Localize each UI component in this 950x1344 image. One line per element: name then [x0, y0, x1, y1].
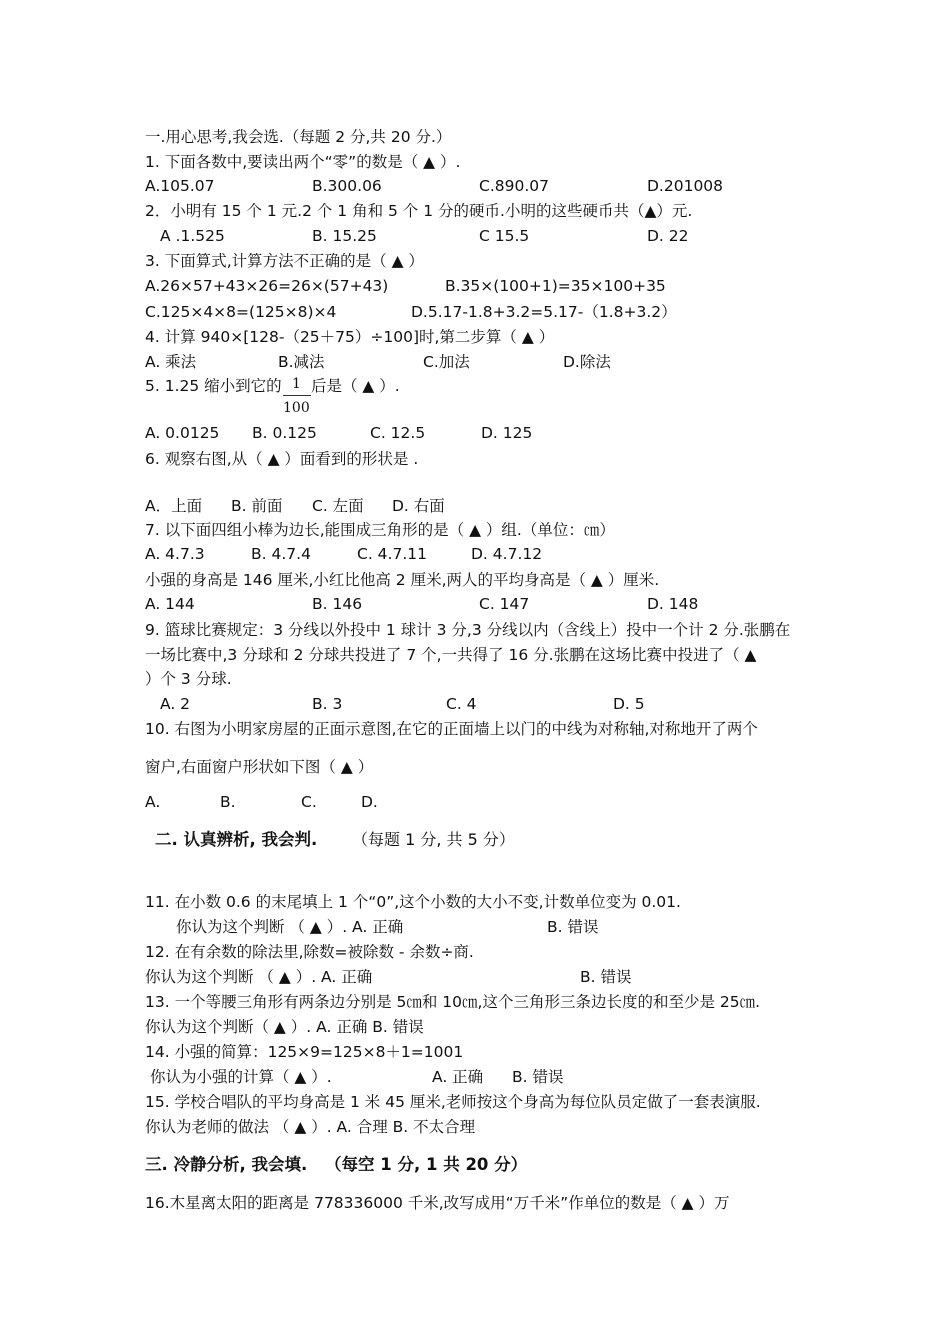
q9-line-3: ）个 3 分球. — [145, 670, 232, 688]
q9-option-a: A. 2 — [160, 695, 191, 713]
q6-option-c: C. 左面 — [312, 497, 364, 515]
q7-option-a: A. 4.7.3 — [145, 545, 205, 563]
q6-option-d: D. 右面 — [392, 497, 445, 515]
q4-option-d: D.除法 — [563, 353, 611, 371]
q5-option-c: C. 12.5 — [370, 424, 426, 442]
q2-stem: 2．小明有 15 个 1 元.2 个 1 角和 5 个 1 分的硬币.小明的这些硬币共（▲）元. — [145, 202, 693, 220]
q3-stem: 3. 下面算式,计算方法不正确的是（ ▲ ） — [145, 252, 424, 270]
q16-stem: 16.木星离太阳的距离是 778336000 千米,改写成用“万千米”作单位的数是（ ▲ ）万 — [145, 1194, 730, 1212]
q13-judge: 你认为这个判断（ ▲ ）. A. 正确 B. 错误 — [145, 1018, 424, 1036]
q5-option-b: B. 0.125 — [252, 424, 317, 442]
q10-option-d: D. — [361, 793, 378, 811]
q15-stem: 15. 学校合唱队的平均身高是 1 米 45 厘米,老师按这个身高为每位队员定做了一套表演服. — [145, 1093, 761, 1111]
q5-stem-b: 后是（ ▲ ）. — [311, 377, 400, 395]
q6-option-b: B. 前面 — [231, 497, 283, 515]
q14-option-a: A. 正确 — [432, 1068, 484, 1086]
q9-option-c: C. 4 — [446, 695, 477, 713]
q8-option-d: D. 148 — [647, 595, 699, 613]
q3-option-c: C.125×4×8=(125×8)×4 — [145, 303, 337, 321]
q10-line-1: 10. 右图为小明家房屋的正面示意图,在它的正面墙上以门的中线为对称轴,对称地开了两个 — [145, 720, 758, 738]
q9-option-d: D. 5 — [613, 695, 645, 713]
section-2-heading: 二. 认真辨析, 我会判. — [155, 830, 318, 849]
q9-line-2: 一场比赛中,3 分球和 2 分球共投进了 7 个,一共得了 16 分.张鹏在这场比赛中投进了（ ▲ — [145, 646, 757, 664]
section-3-note: （每空 1 分, 1 共 20 分） — [325, 1155, 528, 1174]
q5-option-d: D. 125 — [481, 424, 533, 442]
q5-fraction-bar — [283, 395, 311, 396]
q3-option-b: B.35×(100+1)=35×100+35 — [445, 277, 666, 295]
q8-stem: 小强的身高是 146 厘米,小红比他高 2 厘米,两人的平均身高是（ ▲ ）厘米. — [145, 571, 660, 589]
q11-judge: 你认为这个判断 （ ▲ ）. A. 正确 — [176, 918, 404, 936]
q1-option-d: D.201008 — [647, 177, 724, 195]
q1-option-b: B.300.06 — [312, 177, 382, 195]
q5-option-a: A. 0.0125 — [145, 424, 220, 442]
q13-stem: 13. 一个等腰三角形有两条边分别是 5㎝和 10㎝,这个三角形三条边长度的和至少是 25㎝. — [145, 993, 761, 1011]
q12-stem: 12. 在有余数的除法里,除数=被除数 - 余数÷商. — [145, 943, 474, 961]
section-3-heading: 三. 冷静分析, 我会填. — [145, 1155, 308, 1174]
q1-option-a: A.105.07 — [145, 177, 215, 195]
q5-stem-a: 5. 1.25 缩小到它的 — [145, 377, 282, 395]
q2-option-d: D. 22 — [647, 227, 689, 245]
q8-option-c: C. 147 — [479, 595, 530, 613]
q6-option-a: A．上面 — [145, 497, 203, 515]
q7-stem: 7. 以下面四组小棒为边长,能围成三角形的是（ ▲ ）组.（单位：㎝） — [145, 521, 615, 539]
q4-stem: 4. 计算 940×[128-（25＋75）÷100]时,第二步算（ ▲ ） — [145, 328, 555, 346]
q8-option-b: B. 146 — [312, 595, 363, 613]
q1-stem: 1. 下面各数中,要读出两个“零”的数是（ ▲ ）. — [145, 153, 461, 171]
q7-option-c: C. 4.7.11 — [357, 545, 427, 563]
section-1-heading: 一.用心思考,我会选.（每题 2 分,共 20 分.） — [145, 128, 452, 146]
q11-stem: 11. 在小数 0.6 的末尾填上 1 个“0”,这个小数的大小不变,计数单位变为 0.01. — [145, 893, 681, 911]
q5-fraction-numerator: 1 — [292, 376, 301, 392]
q4-option-a: A. 乘法 — [145, 353, 197, 371]
q14-option-b: B. 错误 — [512, 1068, 564, 1086]
q6-stem: 6. 观察右图,从（ ▲ ）面看到的形状是 . — [145, 450, 419, 468]
q4-option-b: B.减法 — [278, 353, 325, 371]
q4-option-c: C.加法 — [423, 353, 470, 371]
q2-option-c: C 15.5 — [479, 227, 530, 245]
q12-option-b: B. 错误 — [580, 968, 632, 986]
q12-judge: 你认为这个判断 （ ▲ ）. A. 正确 — [145, 968, 373, 986]
q14-stem: 14. 小强的简算：125×9=125×8＋1=1001 — [145, 1043, 464, 1061]
q1-option-c: C.890.07 — [479, 177, 549, 195]
q7-option-b: B. 4.7.4 — [251, 545, 311, 563]
q10-line-2: 窗户,右面窗户形状如下图（ ▲ ） — [145, 758, 374, 776]
q5-fraction-denominator: 100 — [283, 400, 310, 416]
q10-option-b: B. — [220, 793, 236, 811]
q10-option-c: C. — [301, 793, 317, 811]
q3-option-a: A.26×57+43×26=26×(57+43) — [145, 277, 389, 295]
q2-option-a: A .1.525 — [160, 227, 225, 245]
q2-option-b: B. 15.25 — [312, 227, 377, 245]
q14-judge: 你认为小强的计算（ ▲ ）. — [150, 1068, 332, 1086]
section-2-note: （每题 1 分, 共 5 分） — [352, 830, 515, 849]
q7-option-d: D. 4.7.12 — [471, 545, 543, 563]
q9-option-b: B. 3 — [312, 695, 343, 713]
q8-option-a: A. 144 — [145, 595, 195, 613]
q11-option-b: B. 错误 — [547, 918, 599, 936]
q3-option-d: D.5.17-1.8+3.2=5.17-（1.8+3.2） — [411, 303, 677, 321]
q9-line-1: 9. 篮球比赛规定：3 分线以外投中 1 球计 3 分,3 分线以内（含线上）投中一个计 2 分.张鹏在 — [145, 621, 791, 639]
q10-option-a: A. — [145, 793, 161, 811]
q15-judge: 你认为老师的做法 （ ▲ ）. A. 合理 B. 不太合理 — [145, 1118, 476, 1136]
